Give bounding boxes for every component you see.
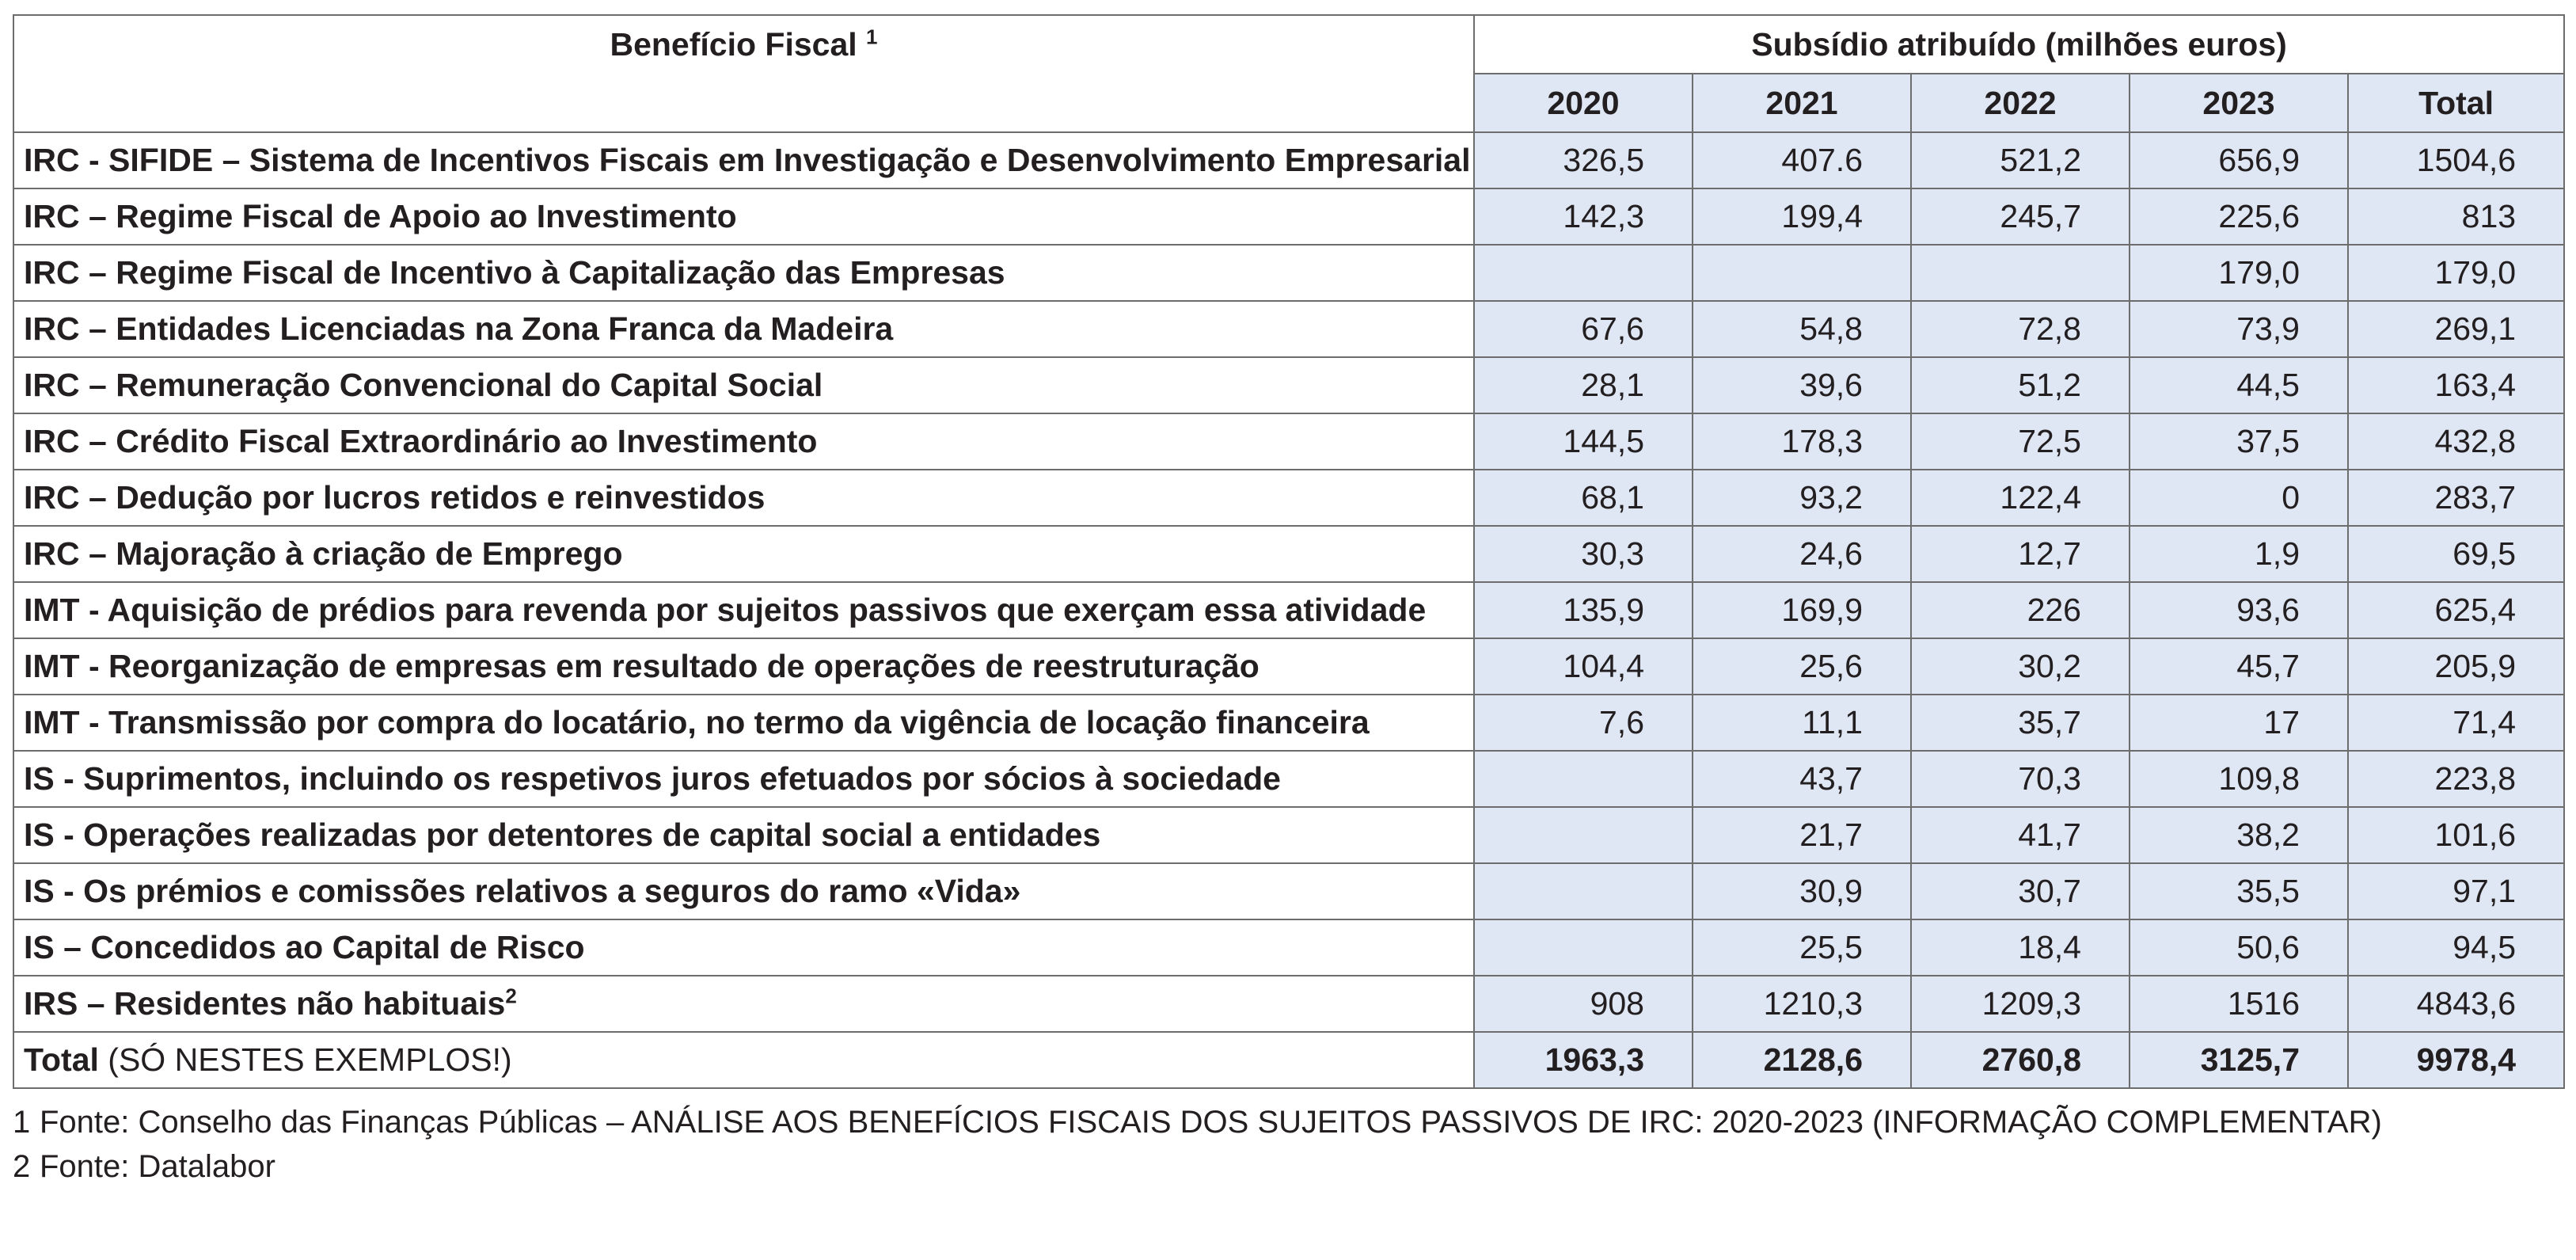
total-value-2021: 2128,6	[1693, 1032, 1911, 1088]
row-value-2020	[1474, 919, 1693, 976]
total-label: Total (SÓ NESTES EXEMPLOS!)	[13, 1032, 1474, 1088]
table-row	[13, 132, 2564, 188]
row-value-2022: 245,7	[1911, 188, 2130, 245]
row-value-2023: 35,5	[2130, 863, 2348, 919]
table-row	[13, 301, 2564, 357]
row-value-2020: 142,3	[1474, 188, 1693, 245]
row-value-total: 69,5	[2348, 526, 2564, 582]
row-value-2022: 12,7	[1911, 526, 2130, 582]
row-value-2021: 24,6	[1693, 526, 1911, 582]
table-row	[13, 919, 2564, 976]
total-row	[13, 1032, 2564, 1088]
row-value-2022: 30,2	[1911, 638, 2130, 695]
header-year-2020: 2020	[1474, 74, 1693, 132]
row-label: IS – Concedidos ao Capital de Risco	[13, 919, 1474, 976]
row-value-total: 94,5	[2348, 919, 2564, 976]
header-beneficio-fiscal: Benefício Fiscal $^1$	[13, 15, 1474, 132]
row-value-2023: 225,6	[2130, 188, 2348, 245]
row-value-total: 1504,6	[2348, 132, 2564, 188]
row-value-2020: 28,1	[1474, 357, 1693, 413]
row-value-2023: 17	[2130, 695, 2348, 751]
row-value-2021: 169,9	[1693, 582, 1911, 638]
row-label: IS - Suprimentos, incluindo os respetivos juros efetuados por sócios à sociedade	[13, 751, 1474, 807]
row-value-2021: 25,6	[1693, 638, 1911, 695]
row-label: IRC – Majoração à criação de Emprego	[13, 526, 1474, 582]
table-row	[13, 976, 2564, 1032]
row-label: IRC – Crédito Fiscal Extraordinário ao Investimento	[13, 413, 1474, 470]
row-value-2022: 70,3	[1911, 751, 2130, 807]
row-value-2022: 72,8	[1911, 301, 2130, 357]
table-row	[13, 863, 2564, 919]
row-value-2020: 30,3	[1474, 526, 1693, 582]
row-value-2022: 521,2	[1911, 132, 2130, 188]
row-value-total: 625,4	[2348, 582, 2564, 638]
row-value-2021	[1693, 245, 1911, 301]
header-year-2021: 2021	[1693, 74, 1911, 132]
row-value-2020: 104,4	[1474, 638, 1693, 695]
row-label: IRC – Dedução por lucros retidos e reinvestidos	[13, 470, 1474, 526]
row-value-2021: 1210,3	[1693, 976, 1911, 1032]
row-value-2021: 39,6	[1693, 357, 1911, 413]
table-row	[13, 245, 2564, 301]
header-row-top	[13, 15, 2564, 74]
row-value-total: 269,1	[2348, 301, 2564, 357]
row-label: IRC – Regime Fiscal de Apoio ao Investimento	[13, 188, 1474, 245]
row-value-2021: 11,1	[1693, 695, 1911, 751]
tax-benefits-table	[13, 14, 2565, 1089]
row-value-total: 813	[2348, 188, 2564, 245]
row-label: IRC – Regime Fiscal de Incentivo à Capitalização das Empresas	[13, 245, 1474, 301]
row-value-2022: 41,7	[1911, 807, 2130, 863]
row-value-2022: 18,4	[1911, 919, 2130, 976]
table-row	[13, 357, 2564, 413]
header-year-2023: 2023	[2130, 74, 2348, 132]
row-value-2020: 67,6	[1474, 301, 1693, 357]
row-value-2021: 30,9	[1693, 863, 1911, 919]
row-label: IMT - Transmissão por compra do locatário, no termo da vigência de locação financeira	[13, 695, 1474, 751]
row-value-2023: 656,9	[2130, 132, 2348, 188]
table-row	[13, 638, 2564, 695]
row-value-2021: 178,3	[1693, 413, 1911, 470]
row-label: IRC - SIFIDE – Sistema de Incentivos Fiscais em Investigação e Desenvolvimento Empresarial	[13, 132, 1474, 188]
row-value-2023: 93,6	[2130, 582, 2348, 638]
total-label-suffix: (SÓ NESTES EXEMPLOS!)	[98, 1041, 512, 1078]
row-value-total: 163,4	[2348, 357, 2564, 413]
row-value-2023: 37,5	[2130, 413, 2348, 470]
footnote-ref: 2	[505, 984, 517, 1008]
row-value-2020	[1474, 863, 1693, 919]
total-value-2022: 2760,8	[1911, 1032, 2130, 1088]
row-value-2020: 135,9	[1474, 582, 1693, 638]
row-value-2022: 72,5	[1911, 413, 2130, 470]
row-value-total: 205,9	[2348, 638, 2564, 695]
row-value-2021: 21,7	[1693, 807, 1911, 863]
row-value-2021: 93,2	[1693, 470, 1911, 526]
row-value-2023: 45,7	[2130, 638, 2348, 695]
row-value-2021: 199,4	[1693, 188, 1911, 245]
row-value-2020: 908	[1474, 976, 1693, 1032]
row-value-2023: 0	[2130, 470, 2348, 526]
row-label: IRC – Entidades Licenciadas na Zona Franca da Madeira	[13, 301, 1474, 357]
total-value-2020: 1963,3	[1474, 1032, 1693, 1088]
row-value-total: 71,4	[2348, 695, 2564, 751]
row-value-2023: 179,0	[2130, 245, 2348, 301]
row-value-total: 432,8	[2348, 413, 2564, 470]
row-value-2021: 43,7	[1693, 751, 1911, 807]
row-value-2021: 54,8	[1693, 301, 1911, 357]
header-total: Total	[2348, 74, 2564, 132]
row-value-2020	[1474, 751, 1693, 807]
row-value-2022: 51,2	[1911, 357, 2130, 413]
row-value-2022: 226	[1911, 582, 2130, 638]
row-value-2020: 68,1	[1474, 470, 1693, 526]
row-value-2022: 122,4	[1911, 470, 2130, 526]
row-value-2021: 407.6	[1693, 132, 1911, 188]
footnote-1: 1 Fonte: Conselho das Finanças Públicas – ANÁLISE AOS BENEFÍCIOS FISCAIS DOS SUJEITOS PASSIVOS DE IRC: 2020-2023 (INFORMAÇÃO COMPLEMENTAR)	[13, 1105, 2382, 1140]
row-label: IMT - Aquisição de prédios para revenda por sujeitos passivos que exerçam essa atividade	[13, 582, 1474, 638]
table-row	[13, 470, 2564, 526]
row-value-2020: 144,5	[1474, 413, 1693, 470]
table-row	[13, 582, 2564, 638]
row-value-2023: 50,6	[2130, 919, 2348, 976]
header-year-2022: 2022	[1911, 74, 2130, 132]
header-subsidio-atribuido: Subsídio atribuído (milhões euros)	[1474, 15, 2564, 74]
table-row	[13, 751, 2564, 807]
table-body	[13, 132, 2564, 1088]
table-row	[13, 413, 2564, 470]
table-row	[13, 695, 2564, 751]
row-value-2022: 30,7	[1911, 863, 2130, 919]
row-value-2021: 25,5	[1693, 919, 1911, 976]
row-value-total: 223,8	[2348, 751, 2564, 807]
row-label: IMT - Reorganização de empresas em resultado de operações de reestruturação	[13, 638, 1474, 695]
row-label: IS - Operações realizadas por detentores de capital social a entidades	[13, 807, 1474, 863]
row-value-total: 4843,6	[2348, 976, 2564, 1032]
footnote-2: 2 Fonte: Datalabor	[13, 1149, 275, 1184]
row-label: IRC – Remuneração Convencional do Capital Social	[13, 357, 1474, 413]
row-value-2023: 44,5	[2130, 357, 2348, 413]
row-value-2023: 73,9	[2130, 301, 2348, 357]
row-value-2022	[1911, 245, 2130, 301]
table-row	[13, 526, 2564, 582]
row-value-2022: 1209,3	[1911, 976, 2130, 1032]
row-value-2020: 7,6	[1474, 695, 1693, 751]
tax-benefits-document	[13, 14, 2563, 1189]
header-footnote-ref: 1	[866, 25, 878, 49]
total-value-total: 9978,4	[2348, 1032, 2564, 1088]
footnotes	[13, 1100, 2563, 1189]
row-value-2020	[1474, 245, 1693, 301]
row-value-2023: 38,2	[2130, 807, 2348, 863]
row-value-2022: 35,7	[1911, 695, 2130, 751]
row-value-total: 101,6	[2348, 807, 2564, 863]
table-row	[13, 188, 2564, 245]
row-value-2023: 109,8	[2130, 751, 2348, 807]
row-label: IS - Os prémios e comissões relativos a seguros do ramo «Vida»	[13, 863, 1474, 919]
row-value-2023: 1516	[2130, 976, 2348, 1032]
table-row	[13, 807, 2564, 863]
row-value-total: 283,7	[2348, 470, 2564, 526]
row-value-total: 179,0	[2348, 245, 2564, 301]
row-value-total: 97,1	[2348, 863, 2564, 919]
total-value-2023: 3125,7	[2130, 1032, 2348, 1088]
row-label: IRS – Residentes não habituais$^2$	[13, 976, 1474, 1032]
row-value-2020: 326,5	[1474, 132, 1693, 188]
row-value-2020	[1474, 807, 1693, 863]
row-value-2023: 1,9	[2130, 526, 2348, 582]
